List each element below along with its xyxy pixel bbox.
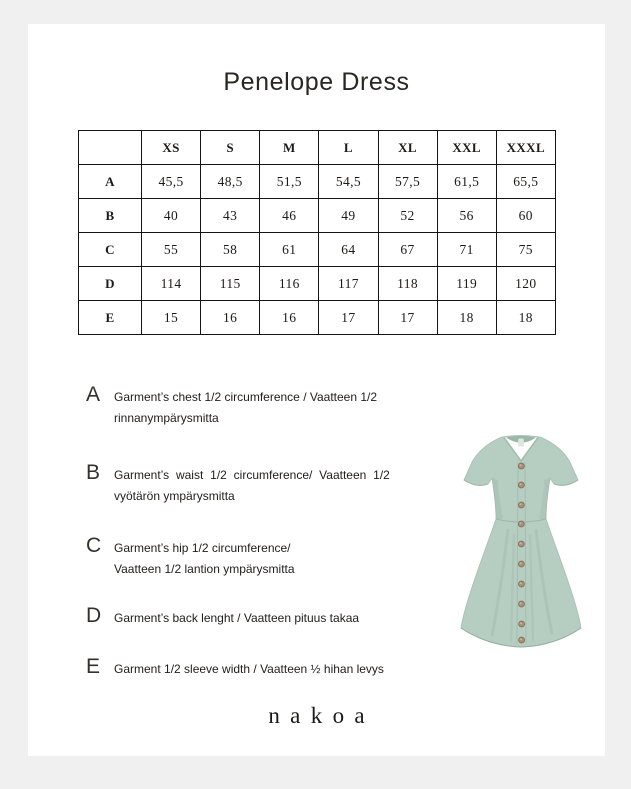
size-value-cell: 119 — [437, 267, 496, 301]
size-value-cell: 54,5 — [319, 165, 378, 199]
neck-tag — [518, 439, 524, 447]
table-row — [79, 233, 556, 267]
size-value-cell: 17 — [319, 301, 378, 335]
size-value-cell: 55 — [142, 233, 201, 267]
size-value-cell: 60 — [496, 199, 555, 233]
size-value-cell: 18 — [437, 301, 496, 335]
size-value-cell: 115 — [201, 267, 260, 301]
size-value-cell: 117 — [319, 267, 378, 301]
size-column-header: XXL — [437, 131, 496, 165]
legend-text — [114, 465, 414, 507]
brand-logo: nakoa — [268, 703, 375, 728]
size-value-cell: 16 — [201, 301, 260, 335]
legend-text-line: Vaatteen 1/2 lantion ympärysmitta — [114, 562, 295, 576]
size-value-cell: 58 — [201, 233, 260, 267]
size-value-cell: 52 — [378, 199, 437, 233]
size-value-cell: 118 — [378, 267, 437, 301]
legend-letter: E — [86, 655, 101, 678]
size-column-header: XXXL — [496, 131, 555, 165]
legend-text-line: Garment’s hip 1/2 circumference/ — [114, 541, 291, 555]
size-value-cell: 48,5 — [201, 165, 260, 199]
size-value-cell: 17 — [378, 301, 437, 335]
size-value-cell: 71 — [437, 233, 496, 267]
size-value-cell: 43 — [201, 199, 260, 233]
size-value-cell: 61 — [260, 233, 319, 267]
size-value-cell: 67 — [378, 233, 437, 267]
size-value-cell: 49 — [319, 199, 378, 233]
size-value-cell: 18 — [496, 301, 555, 335]
size-chart-table — [78, 130, 556, 335]
legend-text-line: vyötärön ympärysmitta — [114, 489, 235, 503]
legend-text-line: rinnanympärysmitta — [114, 411, 219, 425]
table-row — [79, 301, 556, 335]
legend-letter: A — [86, 383, 101, 406]
size-value-cell: 75 — [496, 233, 555, 267]
legend-text — [114, 659, 414, 680]
size-value-cell: 61,5 — [437, 165, 496, 199]
size-column-header: M — [260, 131, 319, 165]
size-header-empty — [79, 131, 142, 165]
legend-text — [114, 608, 414, 629]
size-column-header: XS — [142, 131, 201, 165]
measurement-row-label: E — [79, 301, 142, 335]
size-value-cell: 116 — [260, 267, 319, 301]
measurement-row-label: C — [79, 233, 142, 267]
legend-letter: C — [86, 534, 102, 557]
measurement-row-label: D — [79, 267, 142, 301]
size-header-row — [79, 131, 556, 165]
page-title: Penelope Dress — [223, 68, 410, 96]
legend-text-line: Garment 1/2 sleeve width / Vaatteen ½ hihan levys — [114, 662, 384, 676]
size-value-cell: 114 — [142, 267, 201, 301]
size-value-cell: 16 — [260, 301, 319, 335]
size-column-header: L — [319, 131, 378, 165]
size-value-cell: 64 — [319, 233, 378, 267]
size-column-header: XL — [378, 131, 437, 165]
size-value-cell: 57,5 — [378, 165, 437, 199]
size-value-cell: 45,5 — [142, 165, 201, 199]
legend-text — [114, 538, 414, 580]
size-column-header: S — [201, 131, 260, 165]
size-value-cell: 15 — [142, 301, 201, 335]
size-guide-card — [28, 24, 605, 756]
size-value-cell: 120 — [496, 267, 555, 301]
measurement-row-label: A — [79, 165, 142, 199]
size-value-cell: 65,5 — [496, 165, 555, 199]
size-value-cell: 40 — [142, 199, 201, 233]
legend-letter: D — [86, 604, 102, 627]
table-row — [79, 267, 556, 301]
table-row — [79, 199, 556, 233]
table-row — [79, 165, 556, 199]
size-value-cell: 56 — [437, 199, 496, 233]
dress-photo-svg — [458, 434, 588, 652]
measurement-row-label: B — [79, 199, 142, 233]
dress-image — [458, 434, 588, 652]
size-value-cell: 46 — [260, 199, 319, 233]
legend-text-line: Garment’s waist 1/2 circumference/ Vaatteen 1/2 — [114, 468, 390, 482]
legend-text — [114, 387, 414, 429]
legend-text-line: Garment’s chest 1/2 circumference / Vaatteen 1/2 — [114, 390, 378, 404]
legend-text-line: Garment’s back lenght / Vaatteen pituus takaa — [114, 611, 360, 625]
legend-letter: B — [86, 461, 101, 484]
size-value-cell: 51,5 — [260, 165, 319, 199]
